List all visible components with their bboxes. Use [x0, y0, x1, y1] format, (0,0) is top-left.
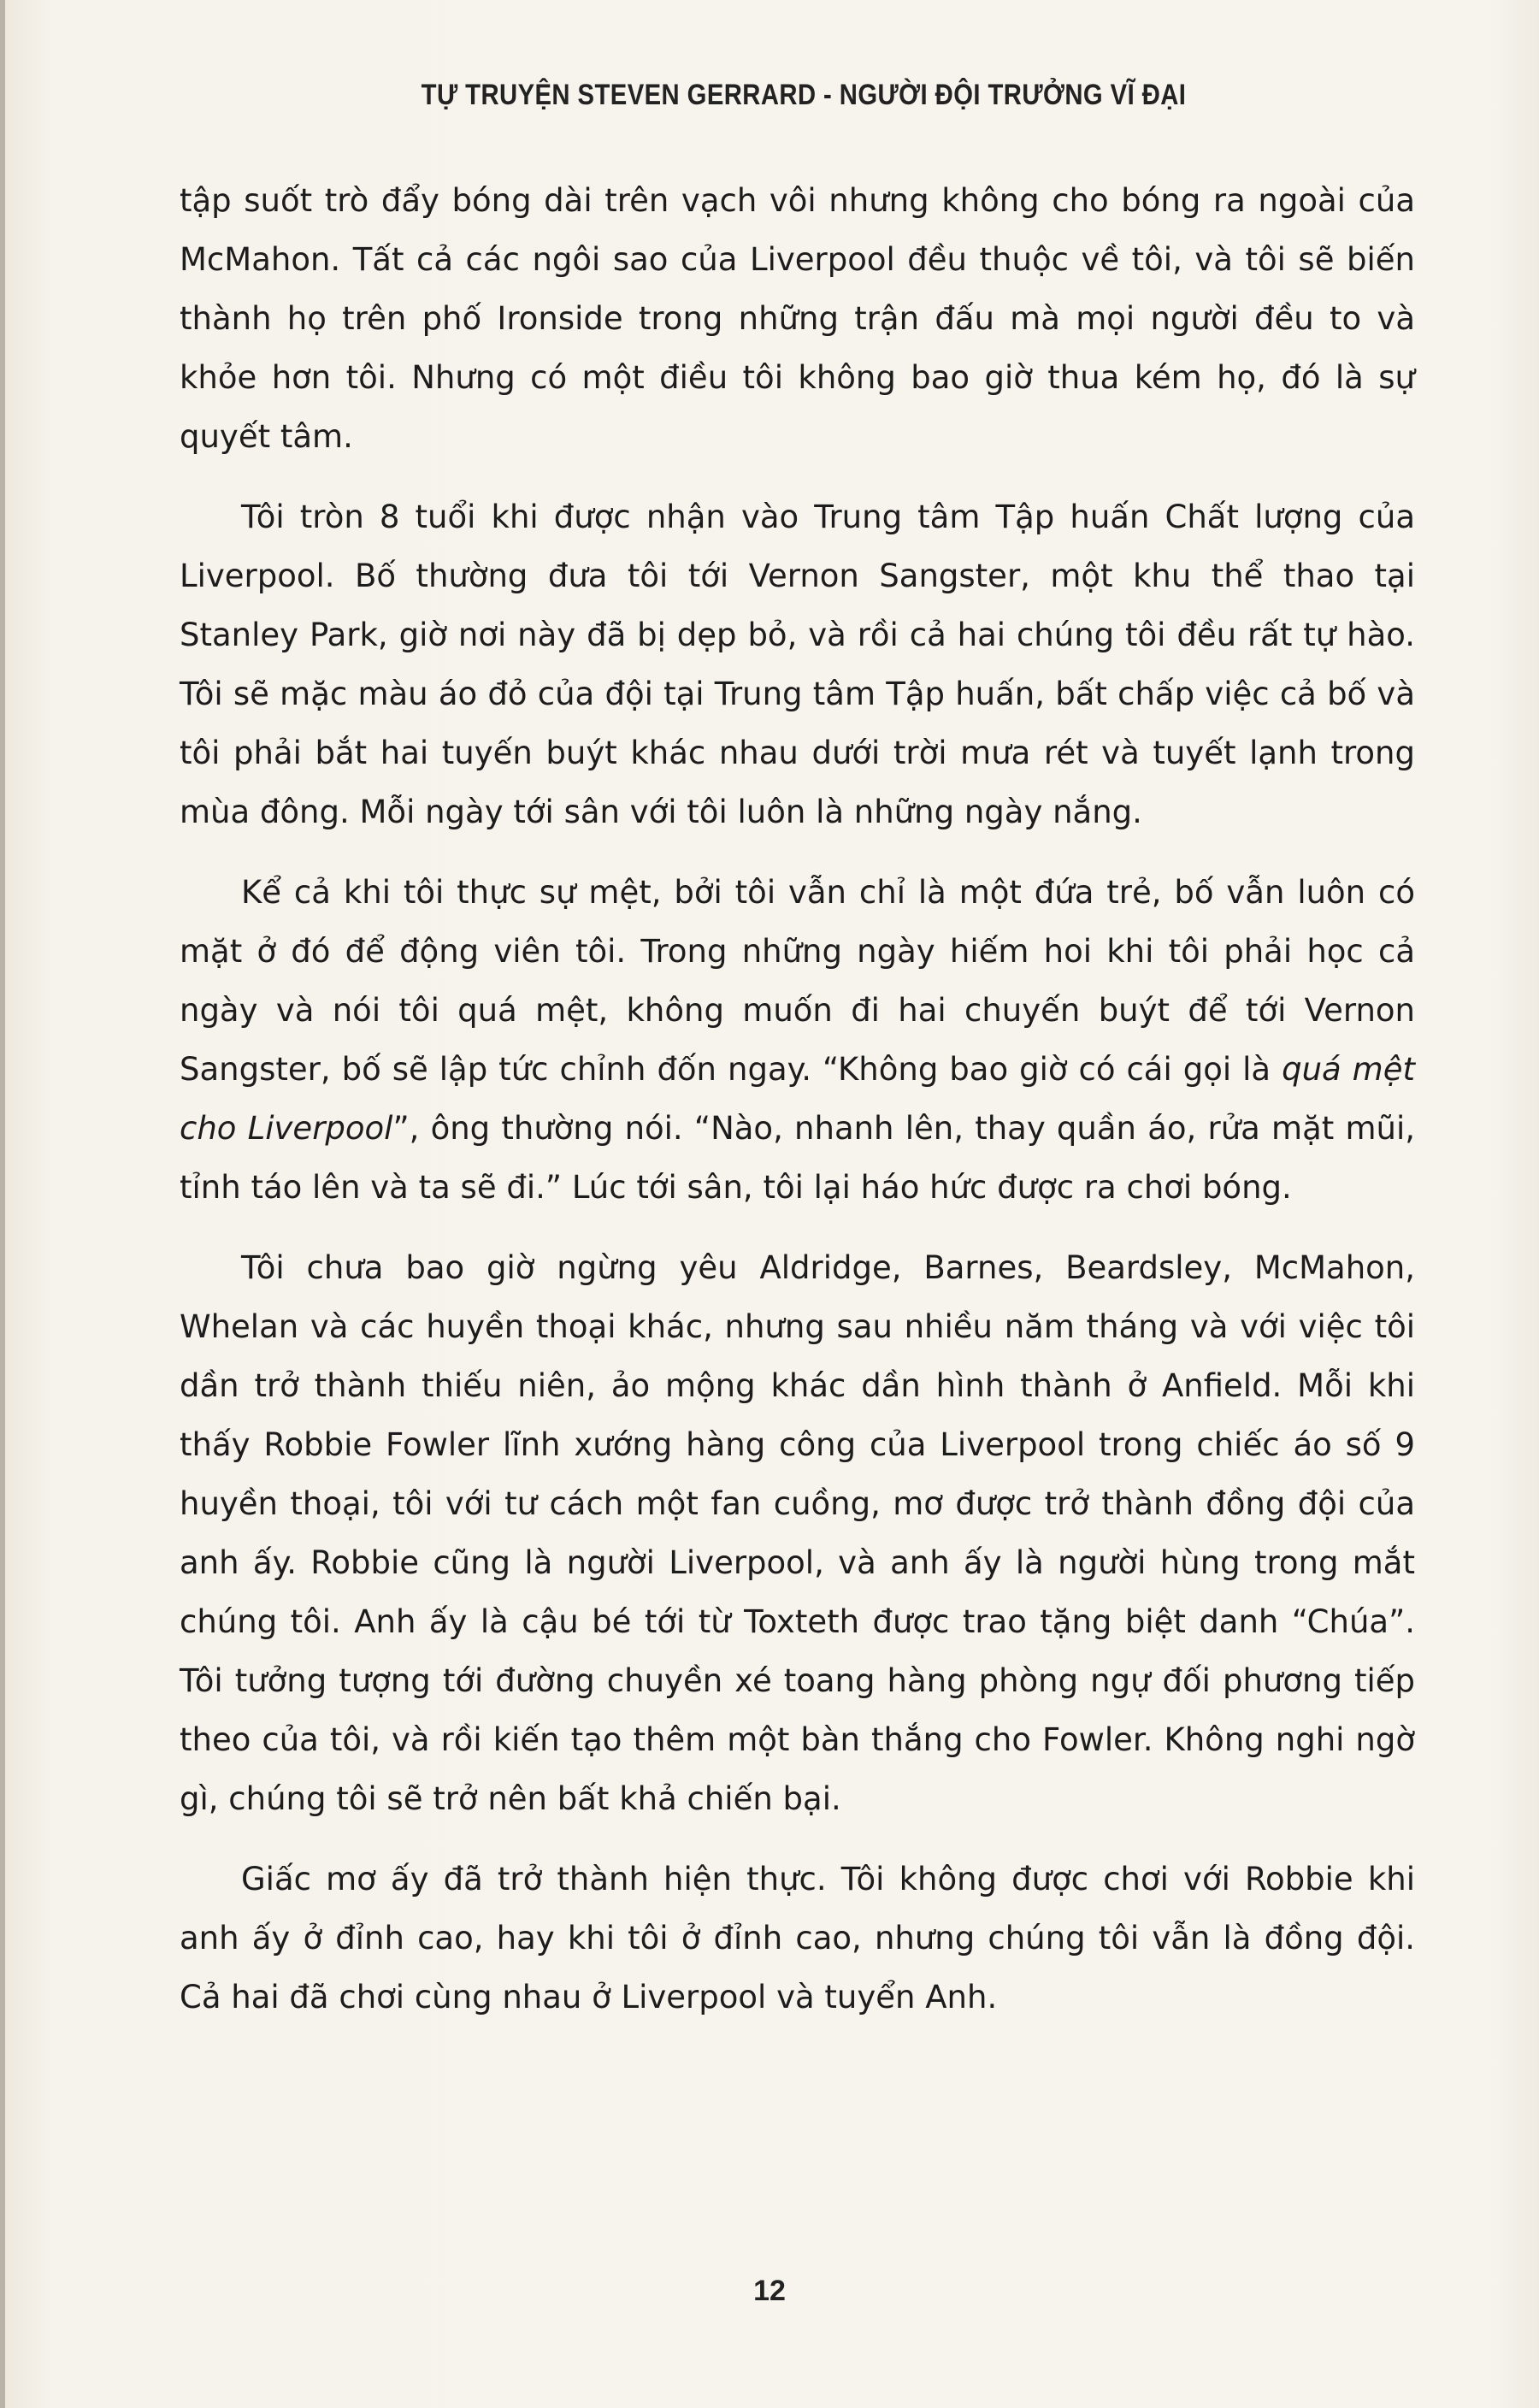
page-number: 12 — [753, 2275, 786, 2307]
page-spine-edge — [0, 0, 5, 2408]
paragraph-text: Tôi chưa bao giờ ngừng yêu Aldridge, Barnes, Beardsley, McMahon, Whelan và các huyền thoại khác, nhưng sau nhiều năm tháng và với việc tôi dần trở thành thiếu niên, ảo mộng khác dần hình thành ở Anfield. Mỗi khi thấy Robbie Fowler lĩnh xướng hàng công của Liverpool trong chiếc áo số 9 huyền thoại, tôi với tư cách một fan cuồng, mơ được trở thành đồng đội của anh ấy. Robbie cũng là người Liverpool, và anh ấy là người hùng trong mắt chúng tôi. Anh ấy là cậu bé tới từ Toxteth được trao tặng biệt danh “Chúa”. Tôi tưởng tượng tới đường chuyền xé toang hàng phòng ngự đối phương tiếp theo của tôi, và rồi kiến tạo thêm một bàn thắng cho Fowler. Không nghi ngờ gì, chúng tôi sẽ trở nên bất khả chiến bại. — [180, 1249, 1415, 1817]
paragraph-text: ”, ông thường nói. “Nào, nhanh lên, thay quần áo, rửa mặt mũi, tỉnh táo lên và ta sẽ đi.” Lúc tới sân, tôi lại háo hức được ra chơi bóng. — [180, 1110, 1415, 1206]
paragraph-text: Tôi tròn 8 tuổi khi được nhận vào Trung tâm Tập huấn Chất lượng của Liverpool. Bố thường đưa tôi tới Vernon Sangster, một khu thể thao tại Stanley Park, giờ nơi này đã bị dẹp bỏ, và rồi cả hai chúng tôi đều rất tự hào. Tôi sẽ mặc màu áo đỏ của đội tại Trung tâm Tập huấn, bất chấp việc cả bố và tôi phải bắt hai tuyến buýt khác nhau dưới trời mưa rét và tuyết lạnh trong mùa đông. Mỗi ngày tới sân với tôi luôn là những ngày nắng. — [180, 499, 1415, 830]
paragraph-5 — [180, 1850, 1415, 2027]
paragraph-text: Kể cả khi tôi thực sự mệt, bởi tôi vẫn chỉ là một đứa trẻ, bố vẫn luôn có mặt ở đó để động viên tôi. Trong những ngày hiếm hoi khi tôi phải học cả ngày và nói tôi quá mệt, không muốn đi hai chuyến buýt để tới Vernon Sangster, bố sẽ lập tức chỉnh đốn ngay. “Không bao giờ có cái gọi là — [180, 874, 1415, 1088]
body-text — [180, 171, 1415, 2048]
running-head: TỰ TRUYỆN STEVEN GERRARD - NGƯỜI ĐỘI TRƯỞNG VĨ ĐẠI — [421, 79, 1187, 111]
paragraph-3 — [180, 863, 1415, 1217]
italic-quote: quá mệt cho Liverpool — [180, 1051, 1415, 1147]
paragraph-text: Giấc mơ ấy đã trở thành hiện thực. Tôi không được chơi với Robbie khi anh ấy ở đỉnh cao, hay khi tôi ở đỉnh cao, nhưng chúng tôi vẫn là đồng đội. Cả hai đã chơi cùng nhau ở Liverpool và tuyển Anh. — [180, 1861, 1415, 2016]
paragraph-4 — [180, 1238, 1415, 1828]
paragraph-text: tập suốt trò đẩy bóng dài trên vạch vôi nhưng không cho bóng ra ngoài của McMahon. Tất cả các ngôi sao của Liverpool đều thuộc về tôi, và tôi sẽ biến thành họ trên phố Ironside trong những trận đấu mà mọi người đều to và khỏe hơn tôi. Nhưng có một điều tôi không bao giờ thua kém họ, đó là sự quyết tâm. — [180, 182, 1415, 455]
paragraph-2 — [180, 487, 1415, 841]
paragraph-1 — [180, 171, 1415, 466]
